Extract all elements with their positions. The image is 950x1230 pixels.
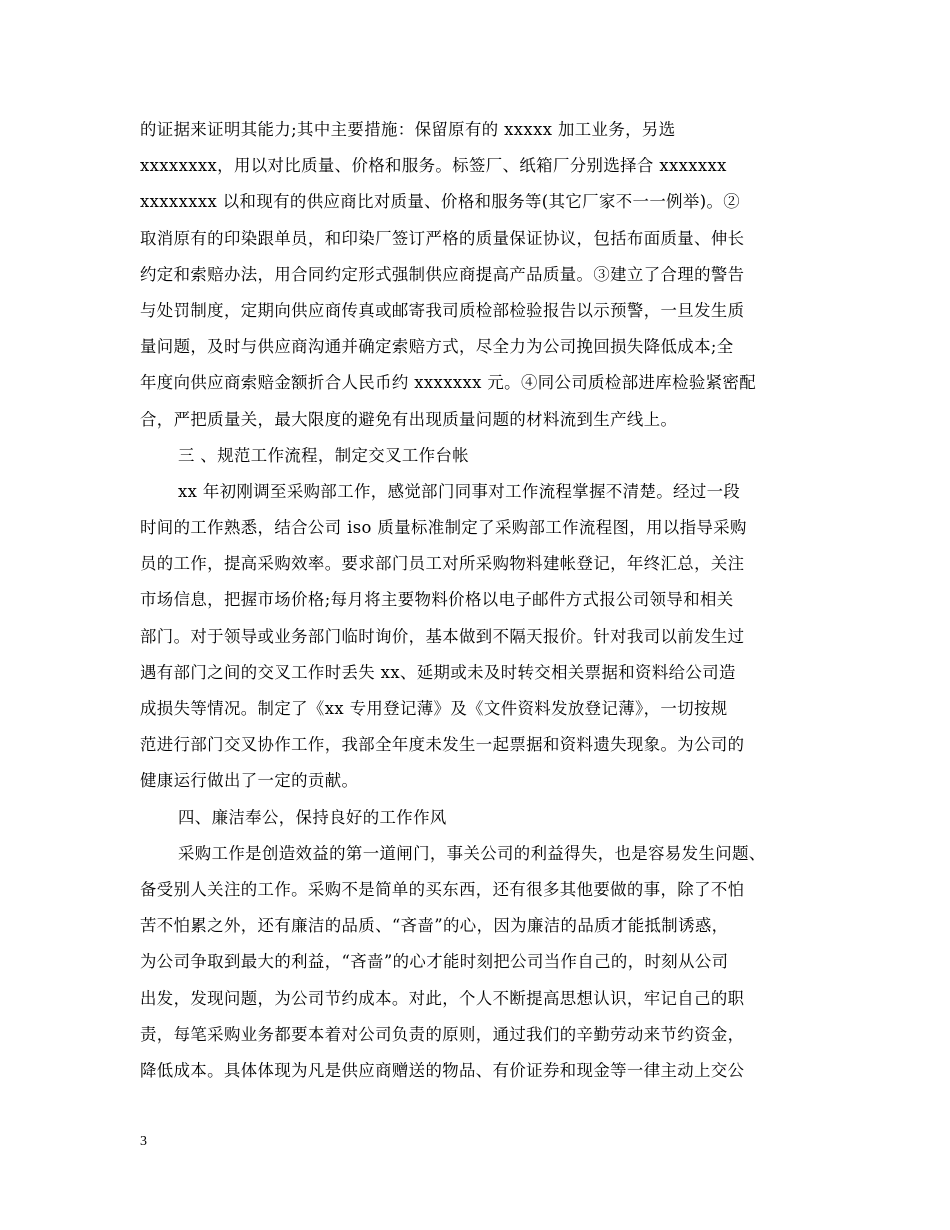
text-line: 采购工作是创造效益的第一道闸门，事关公司的利益得失，也是容易发生问题、 <box>178 843 766 863</box>
text-line: xx 年初刚调至采购部工作，感觉部门同事对工作流程掌握不清楚。经过一段 <box>178 481 741 501</box>
text-line: 健康运行做出了一定的贡献。 <box>140 771 359 791</box>
text-line: 年度向供应商索赔金额折合人民币约 xxxxxxx 元。④同公司质检部进库检验紧密配 <box>140 373 757 393</box>
text-line: 的证据来证明其能力;其中主要措施：保留原有的 xxxxx 加工业务，另选 <box>140 120 676 139</box>
text-line: 范进行部门交叉协作工作，我部全年度未发生一起票据和资料遗失现象。为公司的 <box>140 735 745 755</box>
text-line: 苦不怕累之外，还有廉洁的品质、“吝啬”的心，因为廉洁的品质才能抵制诱惑， <box>140 916 729 936</box>
text-line: xxxxxxxx，用以对比质量、价格和服务。标签厂、纸箱厂分别选择合 xxxxxxx <box>140 156 727 176</box>
text-line: 员的工作，提高采购效率。要求部门员工对所采购物料建帐登记，年终汇总，关注 <box>140 554 745 574</box>
text-line: 备受别人关注的工作。采购不是简单的买东西，还有很多其他要做的事，除了不怕 <box>140 879 745 899</box>
text-line: xxxxxxxx 以和现有的供应商比对质量、价格和服务等(其它厂家不一一例举)。② <box>140 192 741 212</box>
body-text <box>140 112 830 1089</box>
text-line: 四、廉洁奉公，保持良好的工作作风 <box>178 807 447 827</box>
text-line: 与处罚制度，定期向供应商传真或邮寄我司质检部检验报告以示预警，一旦发生质 <box>140 300 745 320</box>
text-line: 降低成本。具体体现为凡是供应商赠送的物品、有价证券和现金等一律主动上交公 <box>140 1060 745 1080</box>
text-line: 责，每笔采购业务都要本着对公司负责的原则，通过我们的辛勤劳动来节约资金， <box>140 1024 745 1044</box>
page-number: 3 <box>140 1134 147 1149</box>
text-line: 量问题，及时与供应商沟通并确定索赔方式，尽全力为公司挽回损失降低成本;全 <box>140 337 734 357</box>
text-line: 遇有部门之间的交叉工作时丢失 xx、延期或未及时转交相关票据和资料给公司造 <box>140 662 736 682</box>
text-line: 市场信息，把握市场价格;每月将主要物料价格以电子邮件方式报公司领导和相关 <box>140 590 734 610</box>
text-line: 出发，发现问题，为公司节约成本。对此，个人不断提高思想认识，牢记自己的职 <box>140 988 745 1008</box>
text-line: 合，严把质量关，最大限度的避免有出现质量问题的材料流到生产线上。 <box>140 409 678 429</box>
text-line: 成损失等情况。制定了《xx 专用登记薄》及《文件资料发放登记薄》，一切按规 <box>140 699 728 718</box>
text-line: 时间的工作熟悉，结合公司 iso 质量标准制定了采购部工作流程图，用以指导采购 <box>140 518 747 538</box>
text-line: 三 、规范工作流程，制定交叉工作台帐 <box>178 445 470 465</box>
text-line: 取消原有的印染跟单员，和印染厂签订严格的质量保证协议，包括布面质量、伸长 <box>140 228 745 248</box>
text-line: 约定和索赔办法，用合同约定形式强制供应商提高产品质量。③建立了合理的警告 <box>140 264 745 284</box>
text-line: 部门。对于领导或业务部门临时询价，基本做到不隔天报价。针对我司以前发生过 <box>140 626 745 646</box>
text-line: 为公司争取到最大的利益，“吝啬”的心才能时刻把公司当作自己的，时刻从公司 <box>140 952 729 972</box>
